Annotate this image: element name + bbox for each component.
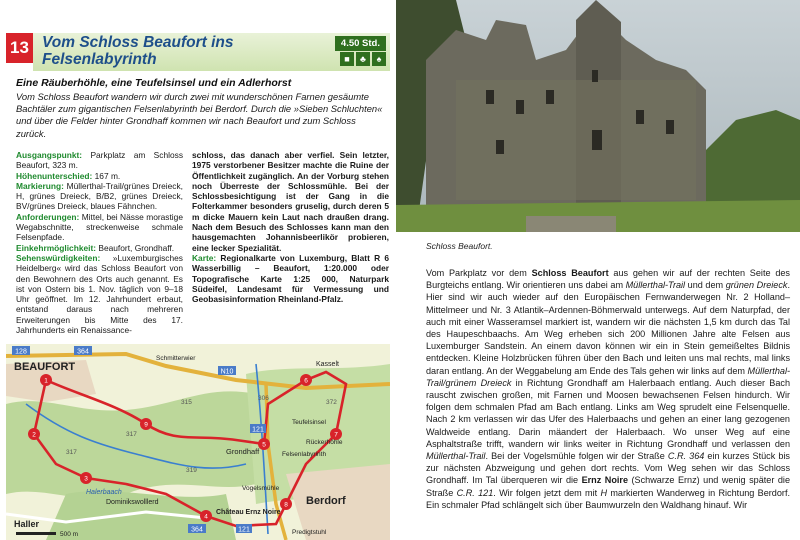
map-label-ruckerhohle: Rückerhöhle — [306, 439, 343, 446]
road-label: N10 — [220, 368, 234, 376]
route-title: Vom Schloss Beaufort ins Felsenlabyrinth — [42, 34, 234, 68]
height-label: 317 — [126, 431, 137, 438]
waypoint-marker: 8 — [284, 501, 288, 509]
body-text-run: . Wir folgen jetzt dem mit — [493, 487, 601, 498]
facts-column-1 — [16, 150, 183, 335]
body-text-run: und dem — [685, 280, 726, 291]
fact-requirements: Anforderungen: Mittel, bei Nässe morastige Wegabschnitte, streckenweise schmale Felsenpfade. — [16, 211, 183, 243]
waypoint-marker: 7 — [334, 431, 338, 439]
castle-photo — [396, 0, 800, 232]
route-header — [6, 33, 390, 71]
waypoint-marker: 3 — [84, 475, 88, 483]
body-text-run: Vom Parkplatz vor dem — [426, 268, 532, 278]
body-text-run: (Schwarze Ernz) und wenig später die Straße — [426, 475, 790, 498]
body-text-run: aus gehen wir auf der rechten Seite des Burgteichs entlang. Wir orientieren uns dabei am — [426, 268, 790, 291]
route-map — [6, 344, 390, 540]
facts-column-2 — [192, 150, 389, 304]
body-text-run: Müllerthal-Trail — [426, 451, 486, 462]
route-description — [426, 267, 790, 511]
map-label-dominikwolff: Dominikswolllerd — [106, 499, 159, 506]
body-text-run: ein kurzes Stück bis zur nächsten Abzweigung und gehen dort rechts. Vom Weg sehen wir das Schloss Grondhaff. Im Tal überqueren wir die — [426, 451, 790, 486]
hiker-icon: ♠ — [372, 52, 386, 66]
height-label: 319 — [186, 467, 197, 474]
body-text-run: Schloss Beaufort — [531, 268, 609, 278]
body-text-run: C.R. 121 — [456, 487, 494, 498]
map-label-vogelsmuhle: Vogelsmühle — [242, 485, 280, 492]
map-label-halerbaach: Halerbaach — [86, 489, 122, 496]
fact-sights-cont: schloss, das danach aber verfiel. Sein letzter, 1975 verstorbener Besitzer machte die Ruine der Öffentlichkeit zugänglich. An der Vorburg stehen noch Überreste der Schlossmühle. Bei der Schlossbesichtigung ist der Gang in die Folterkammer besonders gruselig, durch deren 5 m dicke Mauern kein Laut nach draußen drang. Nach dem Besuch des Schlosses kann man den hausgemachten Johannisbeerlikör probieren, eine lecker Spezialität. — [192, 150, 389, 253]
fact-marking: Markierung: Müllerthal-Trail/grünes Dreieck, H, grünes Dreieck, B/B2, grünes Dreieck, BV/grünes Dreieck, blaues Fähnchen. — [16, 180, 183, 212]
map-label-haller: Haller — [14, 519, 40, 529]
body-text-run: . Hier sind wir auch wieder auf den Europäischen Fernwanderwegen Nr. 2 Holland–Mittelmeer und Nr. 3 Atlantik–Ardennen-Böhmerwald unterwegs. Auf dem Naturpfad, der auch mit einer Wasseramsel markiert ist, wandern wir die nächsten 1,5 km durch das Tal des Haupeschbaachs. Am Weg erheben sich 200 Millionen Jahre alte Felsen aus Luxemburger Sandstein. An einem davon können wir ein in Stein gemeißeltes Bildnis entdecken. Kleine Holzbrücken führen über den Bach und leiten uns mal rechts, mal links daran entlang. An der Weggabelung am Ende des Tals gehen wir links auf dem — [426, 280, 790, 376]
road-label: 364 — [191, 526, 203, 534]
map-label-teufelsinsel: Teufelsinsel — [292, 419, 326, 426]
map-scale: 500 m — [60, 531, 79, 538]
waypoint-marker: 1 — [44, 377, 48, 385]
map-label-schmitterwier: Schmitterwier — [156, 355, 196, 362]
road-label: 128 — [15, 348, 27, 356]
duration-badge: 4.50 Std. — [335, 36, 386, 51]
family-icon: ♣ — [356, 52, 370, 66]
body-text-run: in Richtung Grondhaff am Halerbaach entlang. Auch dieser Bach rauscht zwischen großen, mit Farnen und Moosen bewachsenen Felsen hindurch. Wir folgen dem schmalen Pfad am Bach entlang. Links am Weg sprudelt eine Felsenquelle. Nach 2 km verlassen wir das Ufer des Halerbaachs und gehen an einer lang gezogenen Waldweide entlang. Darin mäandert der Halerbaach. Wo unser Weg auf eine Asphaltstraße trifft, wandern wir links weiter in Richtung Grondhaff und verlassen den — [426, 377, 791, 449]
map-label-felsenlabyrinth: Felsenlabyrinth — [282, 451, 327, 458]
map-label-predigtstuhl: Predigtstuhl — [292, 529, 327, 536]
route-subtitle: Eine Räuberhöhle, eine Teufelsinsel und ein Adlerhorst — [16, 77, 292, 89]
waypoint-marker: 6 — [304, 377, 308, 385]
map-label-berdorf: Berdorf — [306, 495, 346, 507]
fact-elevation: Höhenunterschied: 167 m. — [16, 170, 121, 181]
map-label-chateau: Château Ernz Noire — [216, 509, 281, 516]
road-label: 121 — [238, 526, 250, 534]
waypoint-marker: 2 — [32, 431, 36, 439]
body-text-run: C.R. 364 — [667, 451, 705, 462]
waypoint-marker: 5 — [262, 441, 266, 449]
fact-sights: Sehenswürdigkeiten: »Luxemburgisches Heidelberg« wird das Schloss Beaufort von den Bewohnern des Orts auch genannt. Es ist von Ostern bis 1. Nov. täglich von 9–18 Uhr geöffnet. Im 12. Jahrhundert erbaut, entstand daraus nach mehreren Erweiterungen bis Mitte des 17. Jahrhunderts ein Renaissance- — [16, 252, 183, 336]
height-label: 315 — [181, 399, 192, 406]
fact-start: Ausgangspunkt: Parkplatz am Schloss Beaufort, 323 m. — [16, 150, 184, 171]
intro-paragraph: Vom Schloss Beaufort wandern wir durch zwei mit wunderschönen Farnen gesäumte Bachtäler zum gigantischen Felsenlabyrinth bei Berdorf. Durch die »Sieben Schluchten« und über die Felder hinter Grondhaff kommen wir nach Beaufort und zum Schloss zurück. — [16, 91, 383, 139]
height-label: 306 — [258, 395, 269, 402]
body-text-run: H — [600, 487, 608, 498]
waypoint-marker: 4 — [204, 513, 208, 521]
body-text-run: . Bei der Vogelsmühle folgen wir der Straße — [485, 451, 668, 462]
route-number: 13 — [6, 33, 33, 63]
road-label: 364 — [77, 348, 89, 356]
fact-refreshment: Einkehrmöglichkeit: Beaufort, Grondhaff. — [16, 242, 175, 253]
body-text-run: Müllerthal-Trail — [625, 280, 686, 291]
photo-caption: Schloss Beaufort. — [426, 241, 493, 251]
map-label-beaufort: BEAUFORT — [14, 361, 76, 373]
map-label-grondhaff: Grondhaff — [226, 447, 260, 456]
body-text-run: Müllerthal-Trail/grünem Dreieck — [426, 365, 790, 388]
height-label: 372 — [326, 399, 337, 406]
waypoint-marker: 9 — [144, 421, 148, 429]
body-text-run: Ernz Noire — [581, 475, 629, 486]
bus-icon: ■ — [340, 52, 354, 66]
fact-map: Karte: Regionalkarte von Luxemburg, Blatt R 6 Wasserbillig – Beaufort, 1:20.000 oder Topografische Karte 1:25 000, Naturpark Südeifel, Landesamt für Vermessung und Geobasisinformation Rheinland-Pfalz. — [192, 252, 390, 305]
map-label-kasselt: Kasselt — [316, 361, 339, 368]
body-text-run: markierten Wanderweg in Richtung Berdorf. Ein schmaler Pfad schlängelt sich über Baumwurzeln den Waldhang hinauf. Wir — [426, 487, 791, 510]
road-label: 121 — [252, 426, 264, 434]
route-icons — [340, 52, 386, 66]
body-text-run: grünen Dreieck — [725, 280, 788, 291]
height-label: 317 — [66, 449, 77, 456]
